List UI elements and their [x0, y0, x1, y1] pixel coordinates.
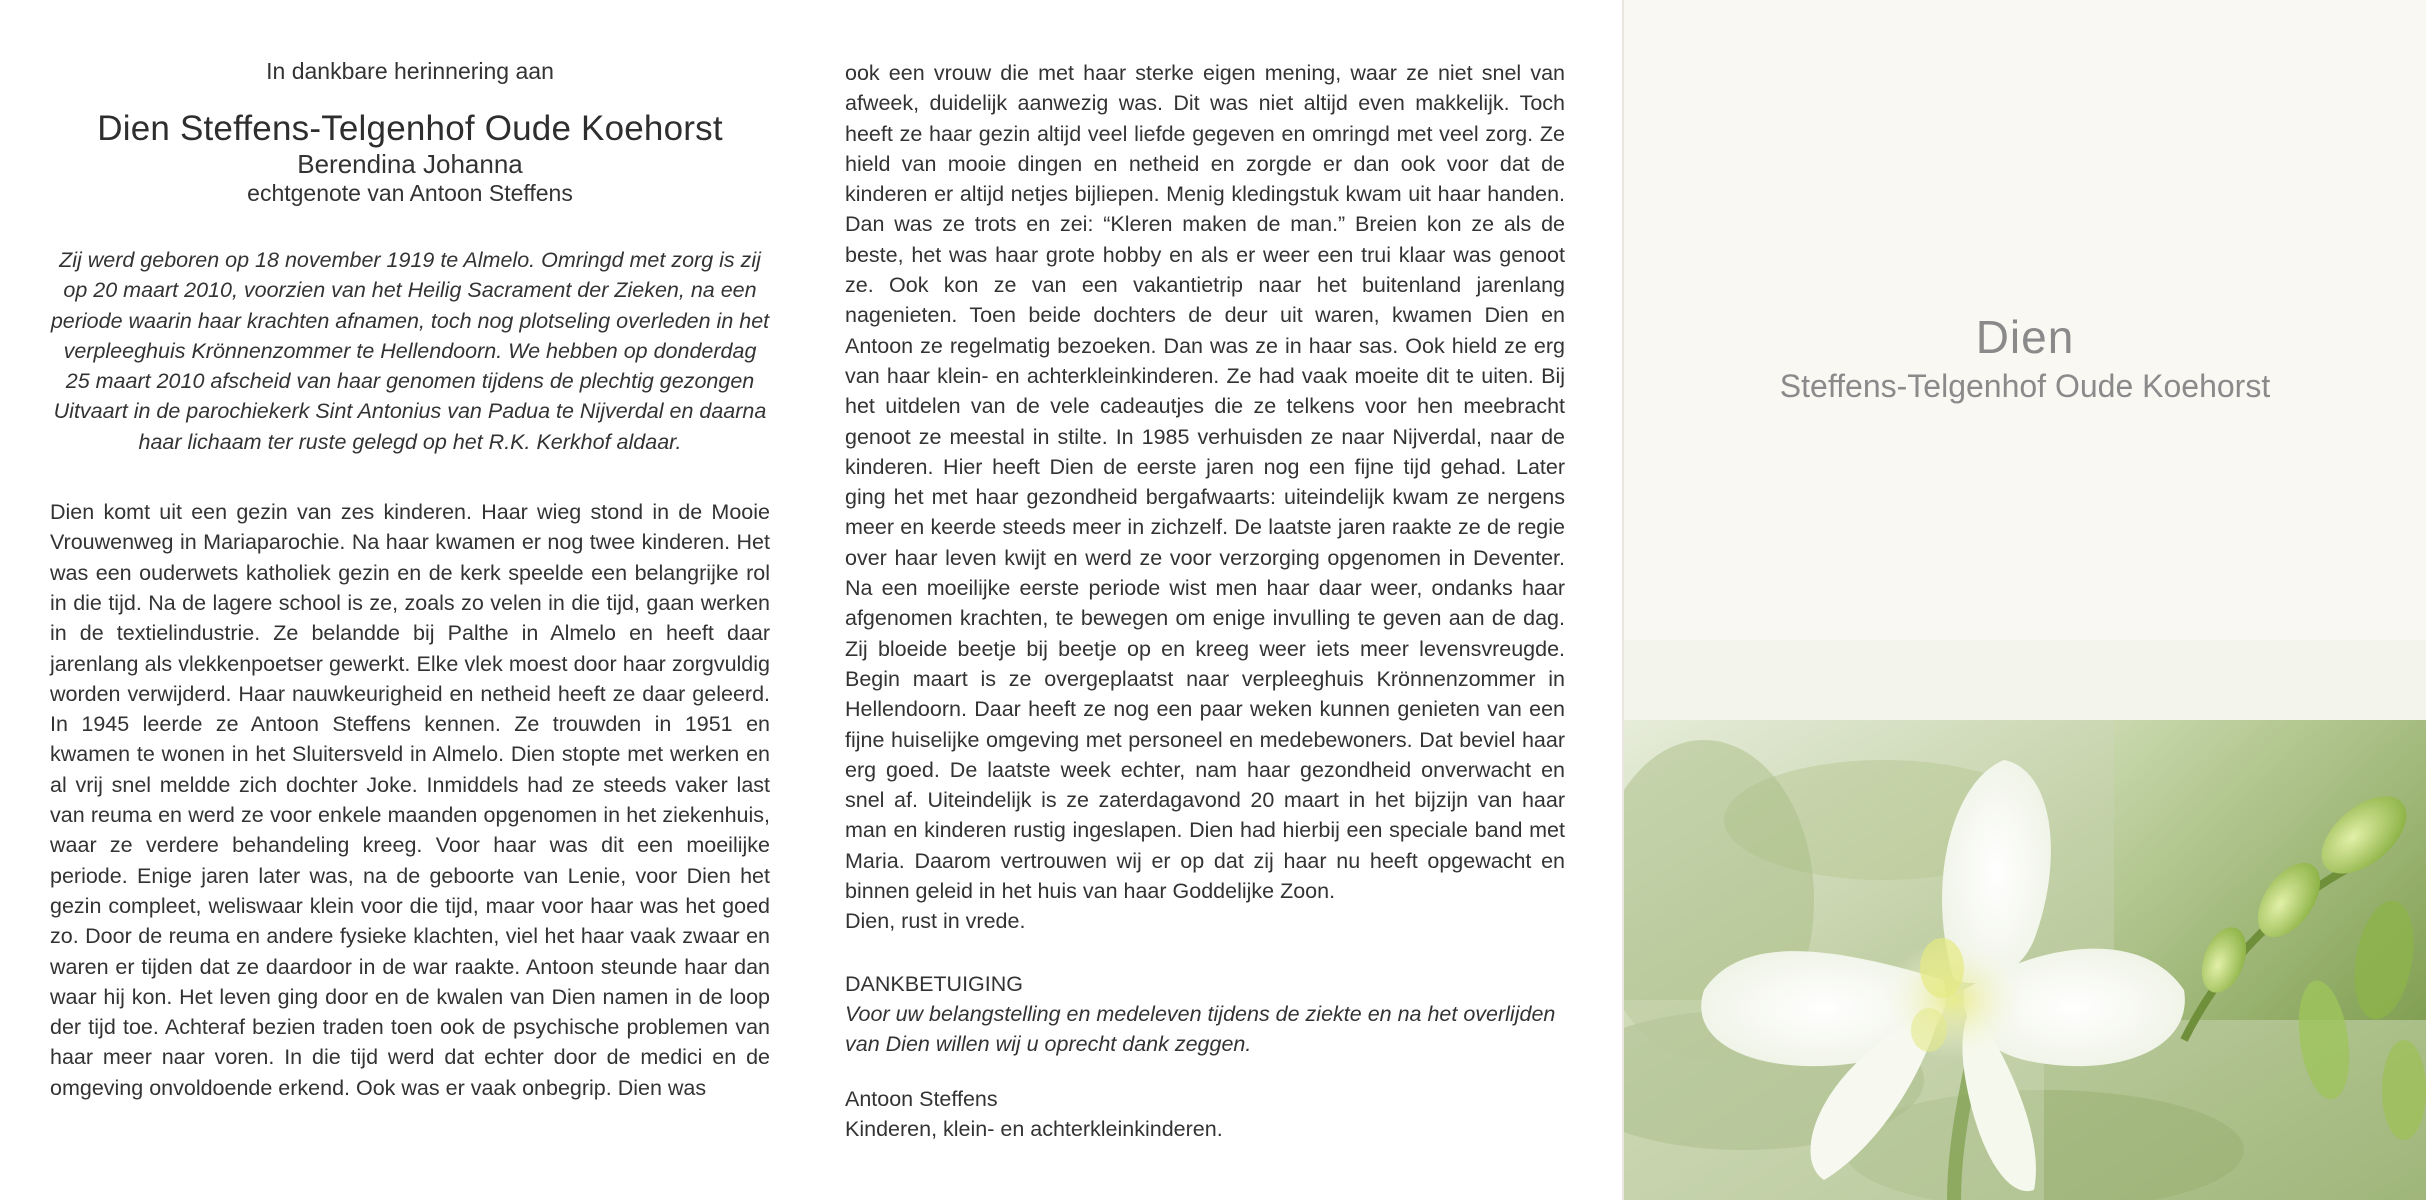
spouse-line: echtgenote van Antoon Steffens [247, 180, 573, 206]
closing-line: Dien, rust in vrede. [845, 909, 1026, 934]
in-memory-line: In dankbare herinnering aan [266, 58, 554, 84]
thanks-text: Voor uw belangstelling en medeleven tijdens de ziekte en na het overlijden van Dien willen wij u oprecht dank zeggen. [845, 1001, 1556, 1057]
thanks-heading: DANKBETUIGING [845, 971, 1023, 996]
given-names: Berendina Johanna [297, 149, 523, 179]
freesia-photo [1624, 0, 2426, 1200]
biography-part-1: Dien komt uit een gezin van zes kinderen. Haar wieg stond in de Mooie Vrouwenweg in Mariaparochie. Na haar kwamen er nog twee kinderen. Het was een ouderwets katholiek gezin en de kerk speelde een belangrijke rol in die tijd. Na de lagere school is ze, zoals zo velen in die tijd, gaan werken in de textielindustrie. Ze belandde bij Palthe in Almelo en heeft daar jarenlang als vlekkenpoetser gewerkt. Elke vlek moest door haar zorgvuldig worden verwijderd. Haar nauwkeurigheid en netheid heeft ze daar geleerd. In 1945 leerde ze Antoon Steffens kennen. Ze trouwden in 1951 en kwamen te wonen in het Sluitersveld in Almelo. Dien stopte met werken en al vrij snel meldde zich dochter Joke. Inmiddels had ze steeds vaker last van reuma en werd ze voor enkele maanden opgenomen in het ziekenhuis, waar ze verdere behandeling kreeg. Voor haar was dit een moeilijke periode. Enige jaren later was, na de geboorte van Lenie, voor Dien het gezin compleet, weliswaar klein voor die tijd, maar voor haar was het goed zo. Door de reuma en andere fysieke klachten, viel het haar vaak zwaar en waren er tijden dat ze daardoor in de war raakte. Antoon steunde haar dan waar hij kon. Het leven ging door en de kwalen van Dien namen in de loop der tijd toe. Achteraf bezien traden toen ook de psychische problemen van haar meer naar voren. In die tijd werd dat echter door de medici en de omgeving onvoldoende erkend. Ook was er vaak onbegrip. Dien was [50, 500, 770, 1100]
biography-part-2: ook een vrouw die met haar sterke eigen mening, waar ze niet snel van afweek, duidelijk aanwezig was. Dit was niet altijd even makkelijk. Toch heeft ze haar gezin altijd veel liefde gegeven en omringd met veel zorg. Ze hield van mooie dingen en netheid en zorgde er dan ook voor dat de kinderen er altijd netjes bijliepen. Menig kledingstuk kwam uit haar handen. Dan was ze trots en zei: “Kleren maken de man.” Breien kon ze als de beste, het was haar grote hobby en als er weer een trui klaar was genoot ze. Ook kon ze van een vakantietrip naar het buitenland jarenlang nagenieten. Toen beide dochters de deur uit waren, kwamen Dien en Antoon ze regelmatig bezoeken. Dan was ze in haar sas. Ook hield ze erg van haar klein- en achterkleinkinderen. Ze had vaak moeite dit te uiten. Bij het uitdelen van de vele cadeautjes die ze telkens voor hen meebracht genoot ze meestal in stilte. In 1985 verhuisden ze naar Nijverdal, naar de kinderen. Hier heeft Dien de eerste jaren nog een fijne tijd gehad. Later ging het met haar gezondheid bergafwaarts: uiteindelijk kwam ze nergens meer en keerde steeds meer in zichzelf. De laatste jaren raakte ze de regie over haar leven kwijt en werd ze voor verzorging opgenomen in Deventer. Na een moeilijke eerste periode wist men haar daar weer, ondanks haar afgenomen krachten, te bewegen om enige invulling te geven aan de dag. Zij bloeide beetje bij beetje op en kreeg weer iets meer levensvreugde. Begin maart is ze overgeplaatst naar verpleeghuis Krönnenzommer in Hellendoorn. Daar heeft ze nog een paar weken kunnen genieten van een fijne huiselijke omgeving met personeel en medebewoners. Dat beviel haar erg goed. De laatste week echter, nam haar gezondheid onverwacht en snel af. Uiteindelijk is ze zaterdagavond 20 maart in het bijzijn van haar man en kinderen rustig ingeslapen. Dien had hierbij een speciale band met Maria. Daarom vertrouwen wij er op dat zij haar nu heeft opgewacht en binnen geleid in het huis van haar Goddelijke Zoon. [845, 61, 1565, 904]
deceased-name: Dien Steffens-Telgenhof Oude Koehorst [97, 109, 723, 148]
signature-name: Antoon Steffens [845, 1086, 998, 1111]
cover-page [1624, 0, 2426, 1200]
signature-family: Kinderen, klein- en achterkleinkinderen. [845, 1116, 1223, 1141]
right-column [845, 58, 1565, 1144]
cover-full-name: Steffens-Telgenhof Oude Koehorst [1779, 368, 2271, 404]
left-column [50, 58, 770, 1103]
intro-paragraph: Zij werd geboren op 18 november 1919 te Almelo. Omringd met zorg is zij op 20 maart 2010, voorzien van het Heilig Sacrament der Zieken, na een periode waarin haar krachten afnamen, toch nog plotseling overleden in het verpleeghuis Krönnenzommer te Hellendoorn. We hebben op donderdag 25 maart 2010 afscheid van haar genomen tijdens de plechtig gezongen Uitvaart in de parochiekerk Sint Antonius van Padua te Nijverdal en daarna haar lichaam ter ruste gelegd op het R.K. Kerkhof aldaar. [50, 248, 770, 454]
cover-first-name: Dien [1975, 311, 2075, 363]
